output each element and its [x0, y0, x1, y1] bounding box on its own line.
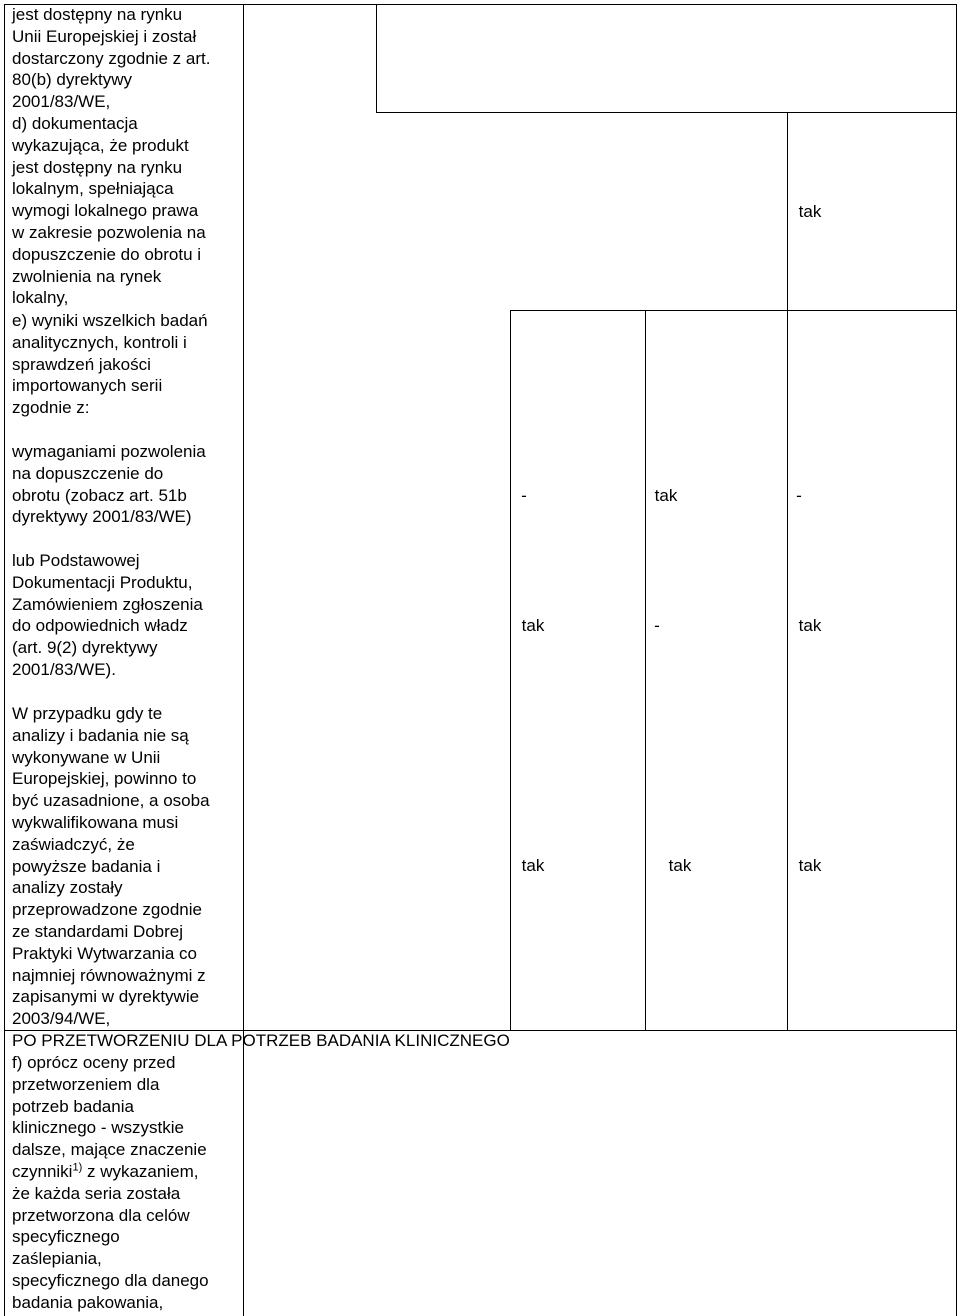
- row4-col1-mark: tak: [521, 616, 545, 635]
- row4-text: lub Podstawowej Dokumentacji Produktu, Zamówieniem zgłoszenia do odpowiednich władz (art. 9(2) dyrektywy 2001/83/WE).: [12, 551, 203, 679]
- table-border-col-c: [645, 310, 646, 1030]
- row1-col3-mark: tak: [798, 202, 822, 221]
- table-border-row2: [510, 310, 957, 311]
- row6-text: [12, 1052, 252, 1314]
- row2-text: e) wyniki wszelkich badań analitycznych, kontroli i sprawdzeń jakości importowanych serii zgodnie z:: [12, 311, 208, 418]
- table-border-col-b: [510, 310, 511, 1030]
- table-border-col-a: [376, 4, 377, 112]
- row3-col1-mark: -: [521, 486, 527, 505]
- row3-col3-mark: -: [796, 486, 802, 505]
- footnote-ref: 1): [72, 1161, 83, 1174]
- row1-text: jest dostępny na rynku Unii Europejskiej i został dostarczony zgodnie z art. 80(b) dyrektywy 2001/83/WE, d) dokumentacja wykazująca, że produkt jest dostępny na rynku lokalnym, spełniająca wymogi lokalnego prawa w zakresie pozwolenia na dopuszczenie do obrotu i zwolnienia na rynek lokalny,: [12, 5, 211, 308]
- row5-col1-mark: tak: [521, 856, 545, 875]
- table-border-left: [4, 4, 5, 1316]
- row6-text-before: f) oprócz oceny przed przetworzeniem dla potrzeb badania klinicznego - wszystkie dalsze, mające znaczenie czynniki: [12, 1053, 207, 1181]
- row5-col2-mark: tak: [668, 856, 692, 875]
- section-heading: PO PRZETWORZENIU DLA POTRZEB BADANIA KLINICZNEGO: [12, 1031, 510, 1050]
- row3-col2-mark: tak: [654, 486, 678, 505]
- row4-col3-mark: tak: [798, 616, 822, 635]
- row4-col2-mark: -: [654, 616, 660, 635]
- row5-col3-mark: tak: [798, 856, 822, 875]
- table-border-col-d: [787, 112, 788, 1030]
- row5-text: W przypadku gdy te analizy i badania nie są wykonywane w Unii Europejskiej, powinno to być uzasadnione, a osoba wykwalifikowana musi zaświadczyć, że powyższe badania i analizy zostały przeprowadzone zgodnie ze standardami Dobrej Praktyki Wytwarzania co najmniej równoważnymi z zapisanymi w dyrektywie 2003/94/WE,: [12, 704, 210, 1029]
- row3-text: wymaganiami pozwolenia na dopuszczenie do obrotu (zobacz art. 51b dyrektywy 2001/83/WE): [12, 442, 206, 527]
- table-border-right: [956, 4, 957, 1316]
- row6-text-after: z wykazaniem, że każda seria została przetworzona dla celów specyficznego zaślepiania, specyficznego dla danego badania pakowania,: [12, 1161, 209, 1312]
- table-border-row1-partial: [376, 112, 957, 113]
